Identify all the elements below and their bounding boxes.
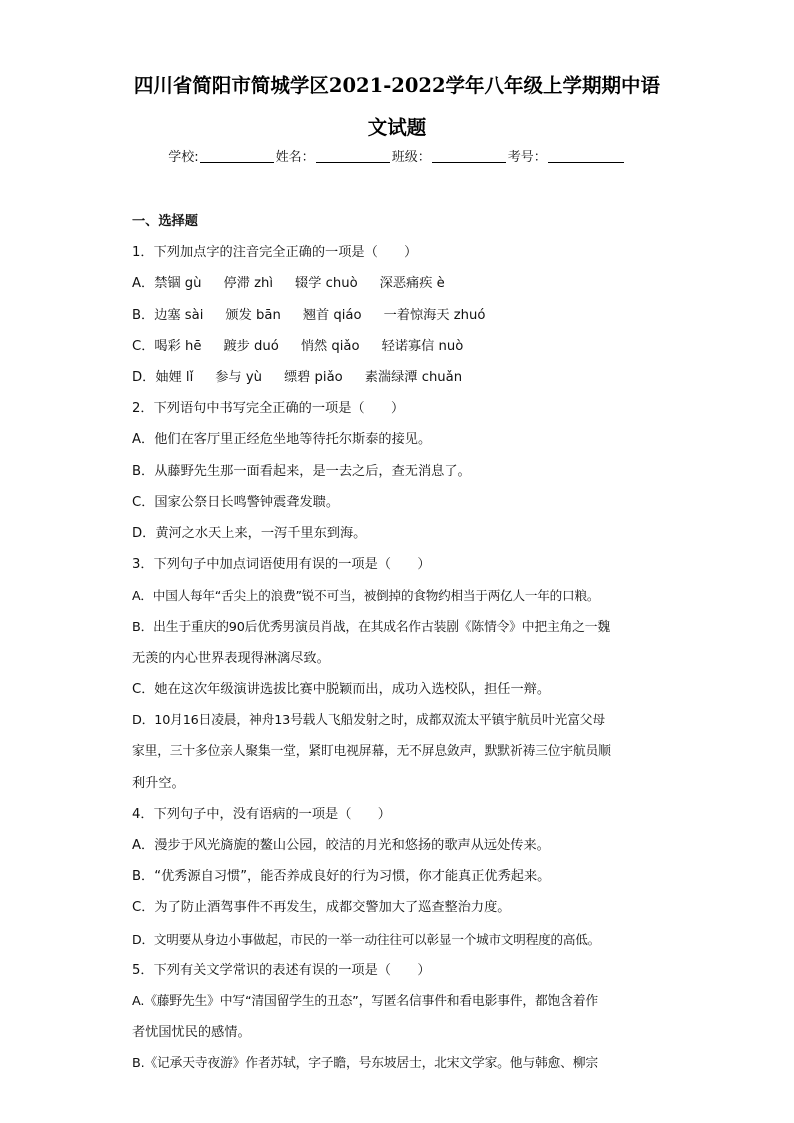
question-2-option-b: B．从藤野先生那一面看起来，是一去之后，查无消息了。 bbox=[132, 463, 471, 479]
question-3-option-a: A．中国人每年“舌尖上的浪费”锐不可当，被倒掉的食物约相当于两亿人一年的口粮。 bbox=[132, 588, 600, 604]
exam-title-line1: 四川省简阳市简城学区2021-2022学年八年级上学期期中语 bbox=[133, 74, 661, 97]
question-1-option-d: D．妯娌 lǐ 参与 yù 缥碧 piǎo 素湍绿潭 chuǎn bbox=[132, 370, 463, 386]
question-3-option-b-line2: 无羡的内心世界表现得淋漓尽致。 bbox=[132, 650, 330, 666]
question-3-option-d-line1: D．10月16日凌晨，神舟13号载人飞船发射之时，成都双流太平镇宇航员叶光富父母 bbox=[132, 713, 606, 729]
question-4-option-c: C．为了防止酒驾事件不再发生，成都交警加大了巡查整治力度。 bbox=[132, 900, 511, 916]
school-blank bbox=[200, 148, 274, 163]
number-blank bbox=[548, 148, 624, 163]
question-body bbox=[132, 206, 662, 1080]
student-info-row bbox=[0, 146, 794, 165]
question-5-stem: 5．下列有关文学常识的表述有误的一项是（ ） bbox=[132, 962, 431, 978]
class-blank bbox=[432, 148, 506, 163]
question-3-stem: 3．下列句子中加点词语使用有误的一项是（ ） bbox=[132, 557, 431, 573]
question-4-option-d: D．文明要从身边小事做起，市民的一举一动往往可以彰显一个城市文明程度的高低。 bbox=[132, 931, 601, 947]
class-label: 班级： bbox=[391, 150, 431, 165]
question-5-option-a-line2: 者忧国忧民的感情。 bbox=[132, 1025, 251, 1041]
question-2-option-c: C．国家公祭日长鸣警钟震聋发聩。 bbox=[132, 494, 340, 510]
question-2-option-a: A．他们在客厅里正经危坐地等待托尔斯泰的接见。 bbox=[132, 432, 432, 448]
question-5-option-a-line1: A.《藤野先生》中写“清国留学生的丑态”，写匿名信事件和看电影事件，都饱含着作 bbox=[132, 994, 598, 1010]
question-1-option-a: A．禁锢 gù 停滞 zhì 辍学 chuò 深恶痛疾 è bbox=[132, 276, 445, 292]
school-label: 学校: bbox=[168, 150, 199, 165]
question-4-stem: 4．下列句子中，没有语病的一项是（ ） bbox=[132, 806, 391, 822]
question-1-option-c: C．喝彩 hē 踱步 duó 悄然 qiǎo 轻诺寡信 nuò bbox=[132, 338, 464, 354]
name-blank bbox=[316, 148, 390, 163]
question-4-option-b: B．“优秀源自习惯”，能否养成良好的行为习惯，你才能真正优秀起来。 bbox=[132, 869, 551, 885]
question-5-option-b-line1: B.《记承天寺夜游》作者苏轼，字子瞻，号东坡居士，北宋文学家。他与韩愈、柳宗 bbox=[132, 1056, 598, 1072]
question-3-option-d-line2: 家里，三十多位亲人聚集一堂，紧盯电视屏幕，无不屏息敛声，默默祈祷三位宇航员顺 bbox=[132, 744, 611, 760]
exam-title-line2: 文试题 bbox=[367, 116, 427, 139]
question-1-option-b: B．边塞 sài 颁发 bān 翘首 qiáo 一着惊海天 zhuó bbox=[132, 307, 486, 323]
question-3-option-c: C．她在这次年级演讲选拔比赛中脱颖而出，成功入选校队，担任一辩。 bbox=[132, 682, 551, 698]
number-label: 考号： bbox=[507, 150, 547, 165]
question-2-stem: 2．下列语句中书写完全正确的一项是（ ） bbox=[132, 401, 405, 417]
question-4-option-a: A．漫步于风光旖旎的鳌山公园，皎洁的月光和悠扬的歌声从远处传来。 bbox=[132, 838, 550, 854]
name-label: 姓名： bbox=[275, 150, 315, 165]
question-2-option-d: D．黄河之水天上来，一泻千里东到海。 bbox=[132, 526, 367, 542]
section-heading: 一、选择题 bbox=[132, 214, 198, 229]
question-3-option-b-line1: B．出生于重庆的90后优秀男演员肖战，在其成名作古装剧《陈情令》中把主角之一魏 bbox=[132, 619, 610, 635]
question-1-stem: 1．下列加点字的注音完全正确的一项是（ ） bbox=[132, 245, 418, 261]
question-3-option-d-line3: 利升空。 bbox=[132, 775, 185, 791]
